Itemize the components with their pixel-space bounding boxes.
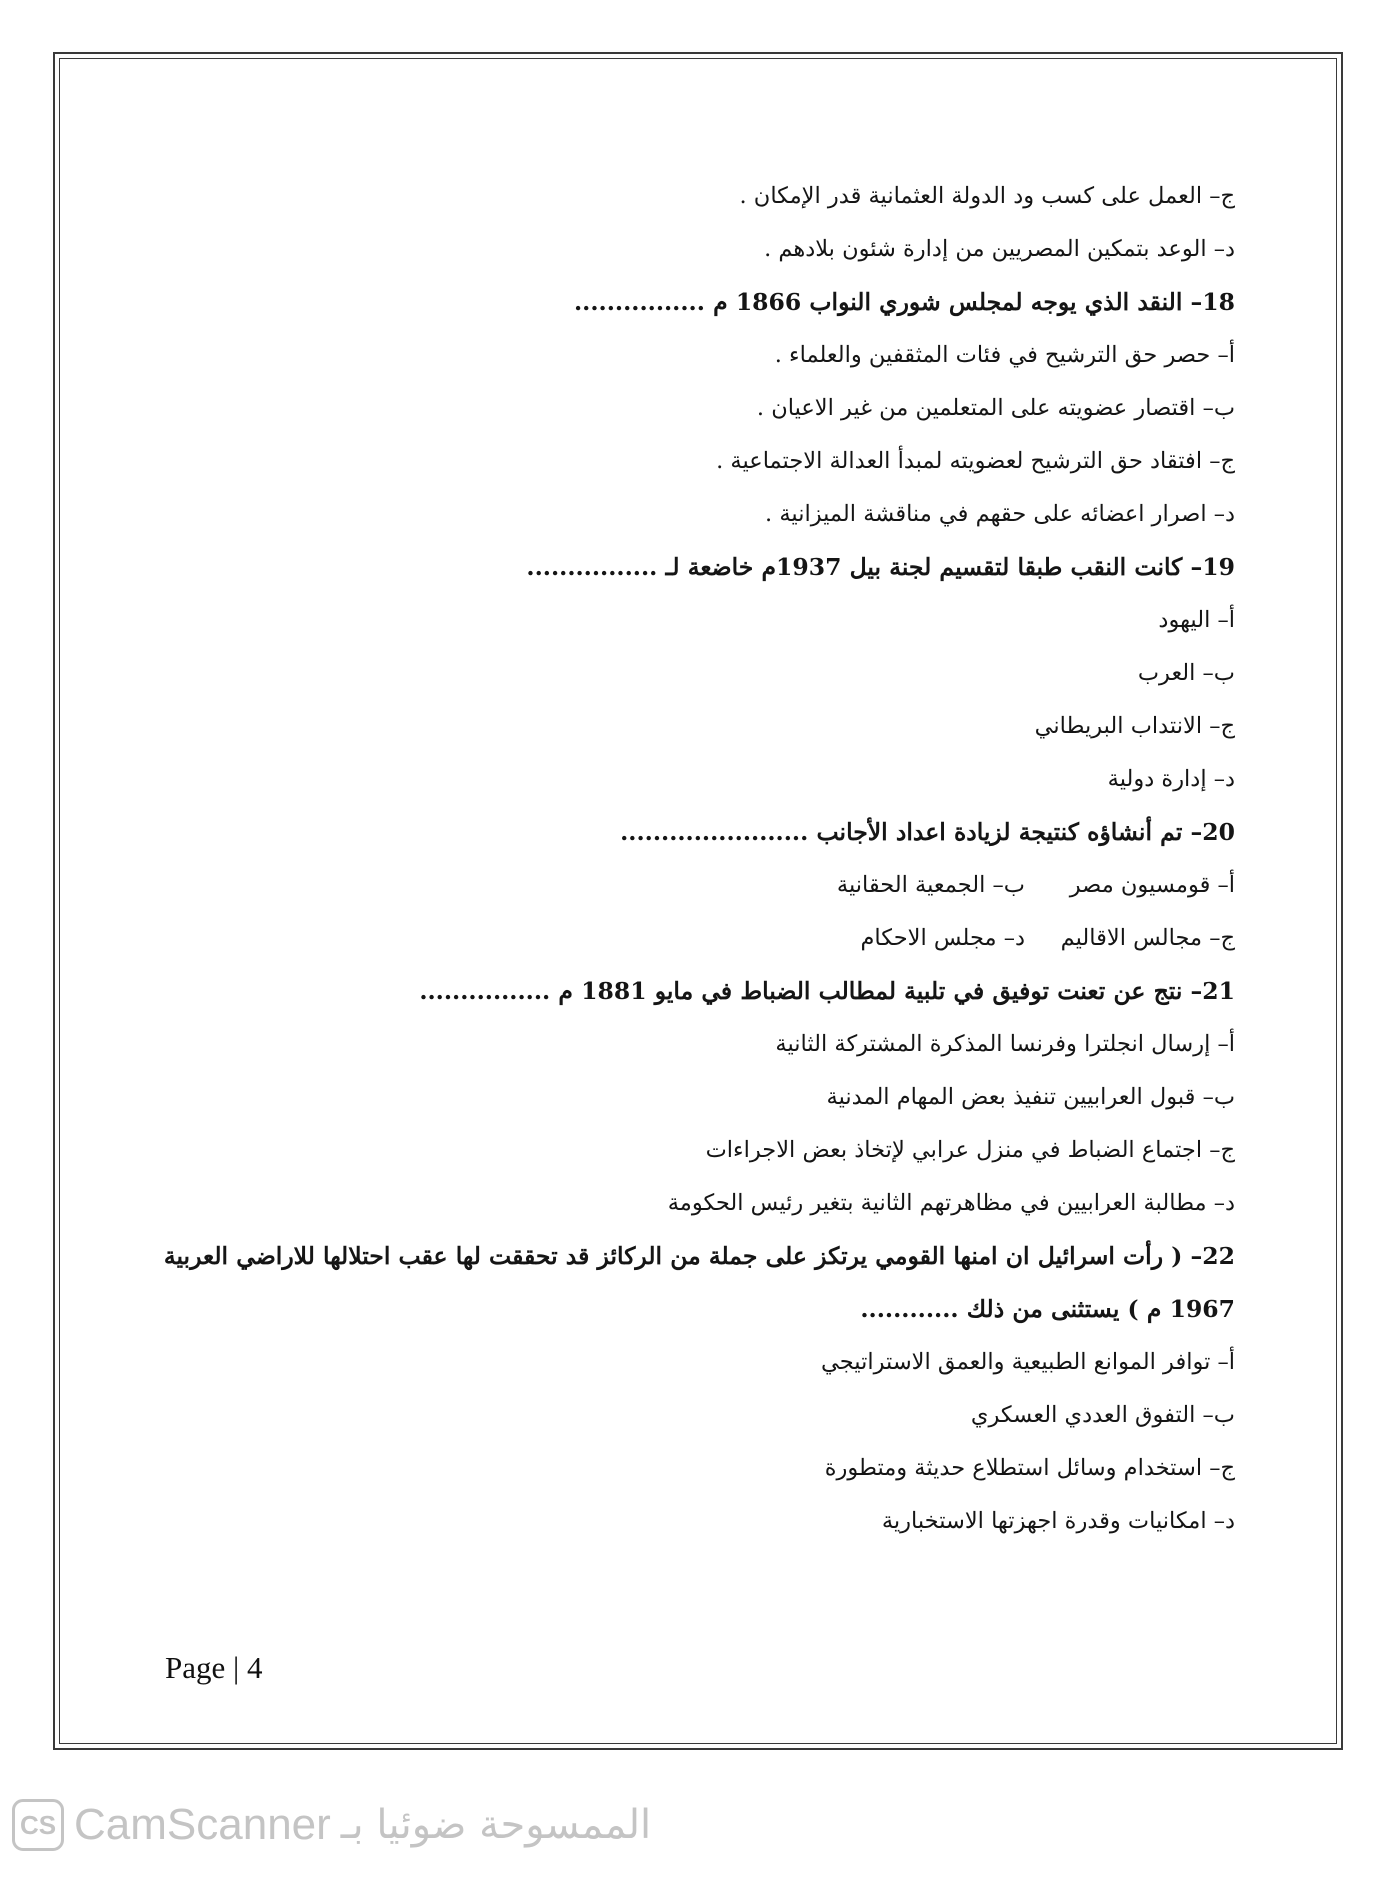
q20-options-row — [150, 859, 1235, 912]
option-d: د– مجلس الاحكام — [860, 925, 1025, 951]
exam-content — [150, 170, 1235, 1548]
option-line: أ– حصر حق الترشيح في فئات المثقفين والعلماء . — [774, 342, 1235, 368]
option-line: ب– اقتصار عضويته على المتعلمين من غير الاعيان . — [756, 395, 1235, 421]
option-line: ب– قبول العرابيين تنفيذ بعض المهام المدنية — [826, 1084, 1235, 1110]
option-line: د– اصرار اعضائه على حقهم في مناقشة الميزانية . — [765, 501, 1235, 527]
option-line: ج– اجتماع الضباط في منزل عرابي لإتخاذ بعض الاجراءات — [705, 1137, 1235, 1163]
question-18: 18– النقد الذي يوجه لمجلس شوري النواب 1866 م ................ — [574, 288, 1235, 316]
option-c: ج– مجالس الاقاليم — [1060, 925, 1235, 951]
option-a: أ– قومسيون مصر — [1069, 872, 1235, 898]
option-line: أ– إرسال انجلترا وفرنسا المذكرة المشتركة الثانية — [775, 1031, 1235, 1057]
option-b: ب– الجمعية الحقانية — [836, 872, 1025, 898]
watermark-brand: CamScanner — [74, 1800, 331, 1849]
option-line: د– مطالبة العرابيين في مظاهرتهم الثانية بتغير رئيس الحكومة — [667, 1190, 1235, 1216]
option-line: د– الوعد بتمكين المصريين من إدارة شئون بلادهم . — [764, 236, 1235, 262]
camscanner-watermark — [12, 1795, 651, 1855]
watermark-arabic: الممسوحة ضوئيا بـ — [340, 1802, 652, 1848]
page-number: Page | 4 — [165, 1650, 263, 1685]
option-line: ج– افتقاد حق الترشيح لعضويته لمبدأ العدالة الاجتماعية . — [716, 448, 1235, 474]
option-line: ج– الانتداب البريطاني — [1034, 713, 1235, 739]
q20-options-row — [150, 912, 1235, 965]
option-line: د– امكانيات وقدرة اجهزتها الاستخبارية — [881, 1508, 1235, 1534]
option-line: ب– العرب — [1137, 660, 1235, 686]
option-line: أ– توافر الموانع الطبيعية والعمق الاستراتيجي — [821, 1349, 1235, 1375]
option-line: د– إدارة دولية — [1107, 766, 1235, 792]
option-line: ب– التفوق العددي العسكري — [970, 1402, 1235, 1428]
camscanner-logo-icon: CS — [12, 1799, 64, 1851]
option-line: أ– اليهود — [1158, 607, 1235, 633]
question-19: 19– كانت النقب طبقا لتقسيم لجنة بيل 1937م خاضعة لـ ................ — [526, 553, 1235, 581]
question-22: 22– ( رأت اسرائيل ان امنها القومي يرتكز على جملة من الركائز قد تحققت لها عقب احتلالها للاراضي العربية 1967 م ) يستثنى من ذلك ............ — [163, 1242, 1235, 1323]
question-20: 20– تم أنشاؤه كنتيجة لزيادة اعداد الأجانب ....................... — [620, 818, 1235, 846]
question-21: 21– نتج عن تعنت توفيق في تلبية لمطالب الضباط في مايو 1881 م ................ — [419, 977, 1235, 1005]
option-line: ج– العمل على كسب ود الدولة العثمانية قدر الإمكان . — [739, 183, 1235, 209]
option-line: ج– استخدام وسائل استطلاع حديثة ومتطورة — [824, 1455, 1235, 1481]
